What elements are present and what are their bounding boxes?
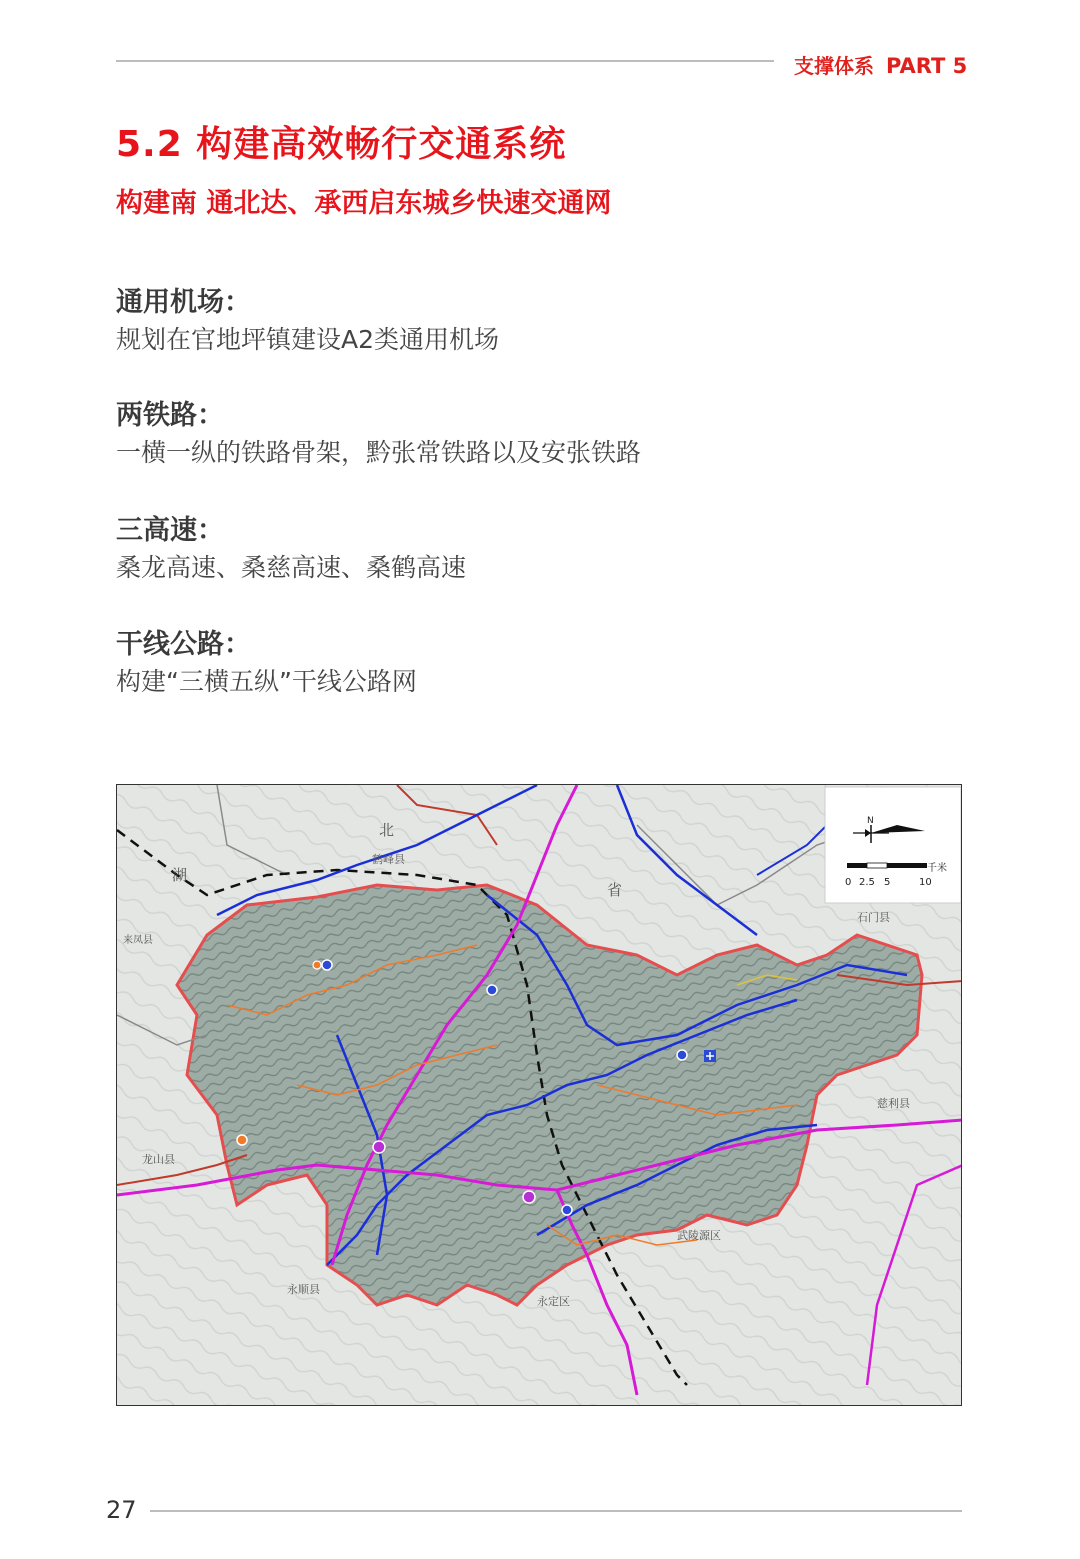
- header-rule: [116, 60, 774, 62]
- item-expressways: [116, 513, 466, 585]
- scale-unit: 千米: [927, 863, 947, 874]
- item-trunk-roads: [116, 627, 417, 699]
- label-hubei-north: 北: [379, 821, 395, 839]
- page-number: 27: [106, 1496, 137, 1524]
- label-hefeng: 鹤峰县: [372, 853, 405, 866]
- item-heading: 三高速：: [116, 515, 224, 546]
- item-text: 桑龙高速、桑慈高速、桑鹤高速: [116, 553, 467, 582]
- section-label: 支撑体系: [794, 54, 874, 78]
- footer-rule: [150, 1510, 962, 1512]
- scale-tick: 2.5: [859, 877, 875, 888]
- scale-tick: 0: [845, 877, 852, 888]
- label-cili: 慈利县: [877, 1097, 910, 1110]
- label-shimen: 石门县: [857, 911, 890, 924]
- map-legend: [825, 787, 961, 903]
- label-yongding: 永定区: [537, 1295, 570, 1308]
- item-heading: 通用机场：: [116, 287, 251, 318]
- label-hubei-left: 湖: [172, 866, 188, 884]
- item-text: 规划在官地坪镇建设A2类通用机场: [116, 325, 500, 354]
- label-yongshun: 永顺县: [287, 1283, 320, 1296]
- scale-tick: 10: [919, 877, 932, 888]
- label-wulingyuan: 武陵源区: [677, 1229, 721, 1242]
- scale-tick: 5: [884, 877, 891, 888]
- item-text: 一横一纵的铁路骨架，黔张常铁路以及安张铁路: [116, 438, 642, 467]
- part-label: PART 5: [886, 54, 968, 78]
- item-heading: 干线公路：: [116, 629, 251, 660]
- transport-map: [116, 784, 962, 1406]
- section-header: [794, 50, 967, 79]
- scale-bar: [847, 863, 927, 868]
- page-title: 5.2 构建高效畅行交通系统: [116, 124, 567, 165]
- item-text: 构建“三横五纵”干线公路网: [116, 667, 417, 696]
- item-railways: [116, 398, 641, 470]
- label-laifeng: 来凤县: [123, 935, 153, 946]
- item-airport: [116, 285, 499, 357]
- item-heading: 两铁路：: [116, 400, 224, 431]
- map-canvas: [117, 785, 962, 1406]
- label-province: 省: [607, 881, 623, 899]
- page-subtitle: 构建南 通北达、承西启东城乡快速交通网: [116, 188, 612, 219]
- label-longshan: 龙山县: [142, 1153, 175, 1166]
- compass-label: N: [867, 816, 874, 826]
